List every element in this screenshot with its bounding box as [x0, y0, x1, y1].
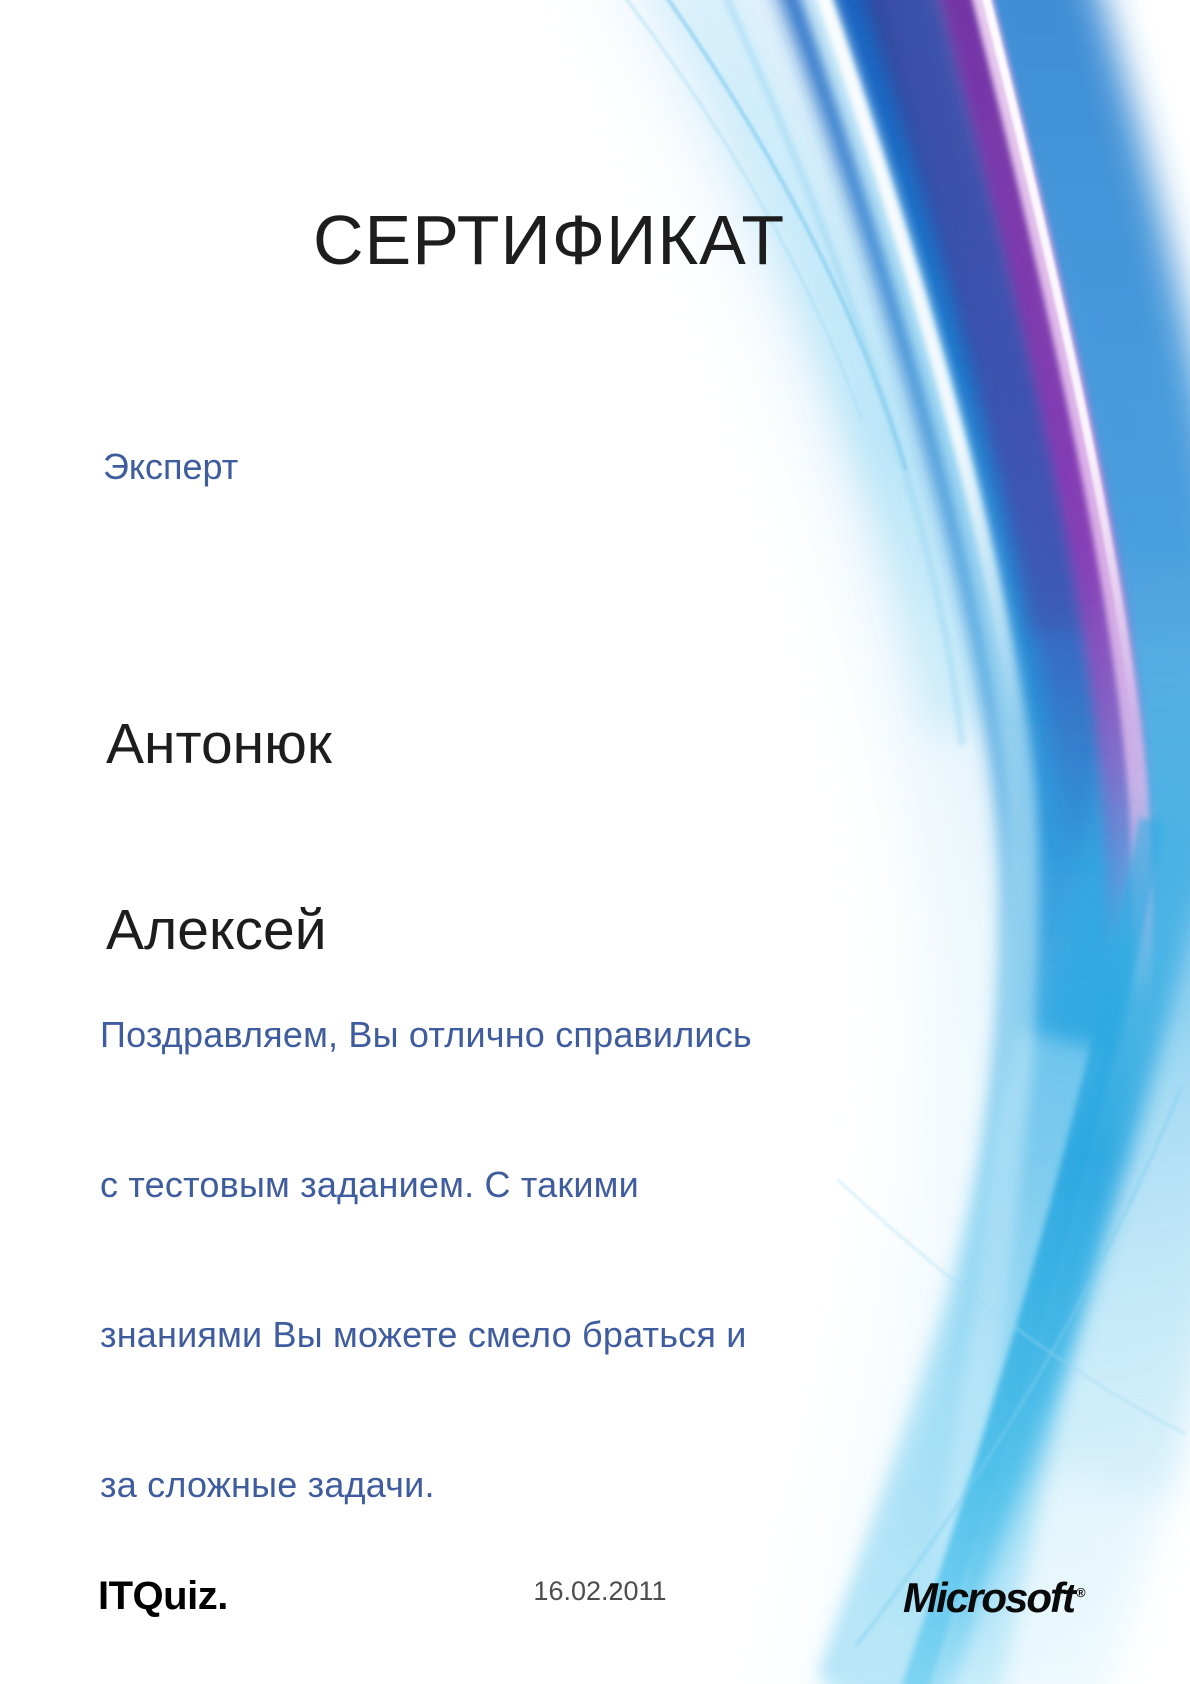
recipient-name-line-2: Алексей	[106, 898, 327, 962]
message-line-3: знаниями Вы можете смело браться и	[100, 1314, 747, 1355]
message-line-2: с тестовым заданием. С такими	[100, 1164, 639, 1205]
message-line-1: Поздравляем, Вы отлично справились	[100, 1014, 752, 1055]
congratulation-message	[100, 910, 752, 1610]
recipient-name-line-1: Антонюк	[106, 712, 332, 776]
itquiz-logo: ITQuiz.	[98, 1574, 228, 1618]
role-label: Эксперт	[103, 446, 239, 487]
issue-date: 16.02.2011	[533, 1576, 667, 1606]
registered-trademark-icon: ®	[1076, 1585, 1086, 1600]
microsoft-wordmark: Microsoft	[903, 1574, 1074, 1621]
microsoft-logo	[903, 1569, 1086, 1622]
certificate-title: СЕРТИФИКАТ	[313, 201, 786, 279]
message-line-4: за сложные задачи.	[100, 1464, 435, 1505]
